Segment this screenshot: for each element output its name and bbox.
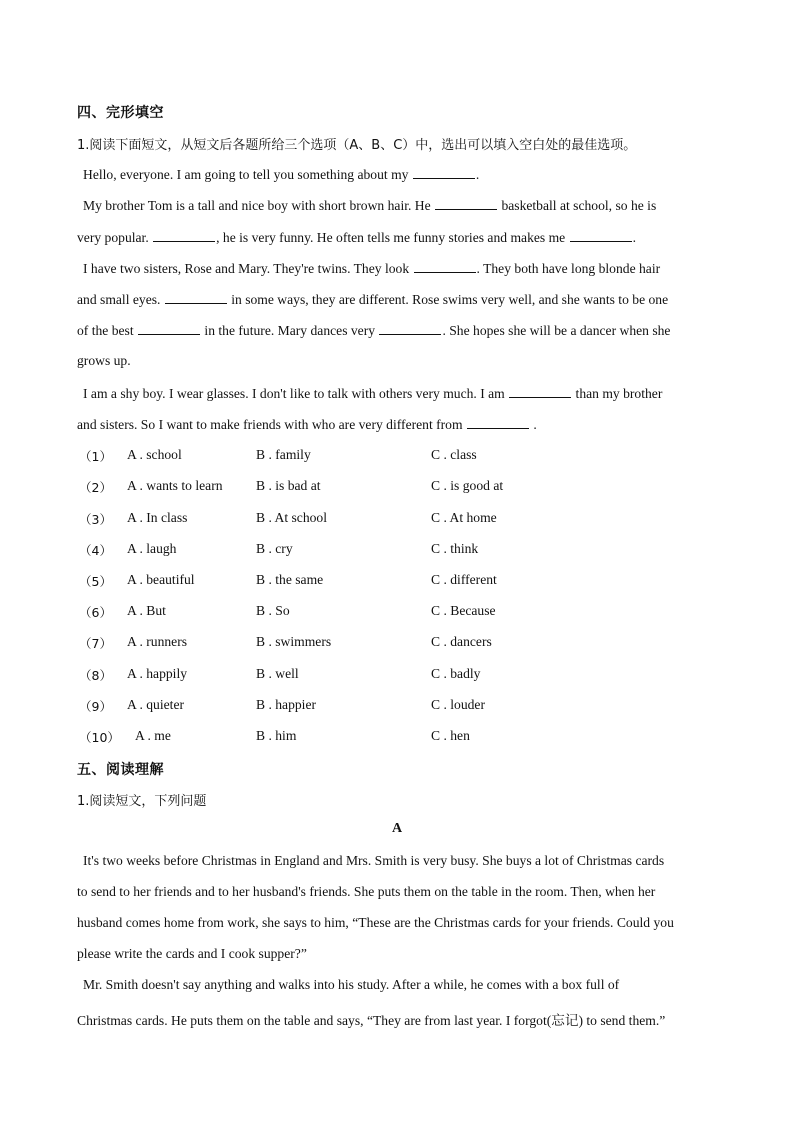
reading-paragraph-2-line-1: Mr. Smith doesn't say anything and walks into his study. After a while, he comes with a box full of (83, 977, 620, 992)
option-b: B . At school (256, 510, 327, 525)
blank-5 (414, 260, 476, 273)
text: . They both have long blonde hair (476, 261, 661, 276)
option-row (77, 447, 677, 465)
blank-8 (379, 322, 441, 335)
option-b: B . swimmers (256, 634, 332, 649)
cloze-paragraph-3-line-1 (77, 260, 743, 277)
blank-2 (435, 197, 497, 210)
option-a: A . But (127, 603, 166, 618)
reading-paragraph-1-line-3: husband comes home from work, she says to him, “These are the Christmas cards for your friends. Could you (77, 915, 674, 930)
question-number: （8） (79, 668, 112, 683)
option-a: A . laugh (127, 541, 177, 556)
option-c: C . dancers (431, 634, 492, 649)
text: in the future. Mary dances very (201, 323, 379, 338)
option-c: C . hen (431, 728, 470, 743)
reading-paragraph-1-line-4: please write the cards and I cook supper?” (77, 946, 307, 961)
text: and small eyes. (77, 292, 164, 307)
text: and sisters. So I want to make friends with who are very different from (77, 417, 466, 432)
option-b: B . So (256, 603, 290, 618)
blank-10 (467, 416, 529, 429)
question-number: （5） (79, 574, 112, 589)
option-b: B . family (256, 447, 311, 462)
text: . (632, 230, 636, 245)
text: than my brother (572, 386, 663, 401)
cloze-paragraph-3-line-2 (77, 291, 737, 308)
text: basketball at school, so he is (498, 198, 657, 213)
option-row (77, 666, 677, 684)
option-c: C . louder (431, 697, 485, 712)
blank-9 (509, 385, 571, 398)
blank-6 (165, 291, 227, 304)
blank-7 (138, 322, 200, 335)
option-c: C . class (431, 447, 477, 462)
option-c: C . Because (431, 603, 496, 618)
question-number: （6） (79, 605, 112, 620)
option-a: A . In class (127, 510, 188, 525)
option-row (77, 478, 677, 496)
text: , he is very funny. He often tells me funny stories and makes me (216, 230, 569, 245)
text: in some ways, they are different. Rose swims very well, and she wants to be one (227, 292, 669, 307)
option-b: B . cry (256, 541, 293, 556)
text: very popular. (77, 230, 153, 245)
reading-instruction: 1.阅读短文，下列问题 (77, 794, 207, 809)
option-b: B . well (256, 666, 299, 681)
cloze-paragraph-2-line-1 (77, 197, 743, 214)
option-a: A . me (135, 728, 171, 743)
question-number: （9） (79, 699, 112, 714)
option-a: A . happily (127, 666, 188, 681)
question-number: （10） (79, 730, 120, 745)
option-row (77, 634, 677, 652)
option-c: C . is good at (431, 478, 504, 493)
question-number: （3） (79, 512, 112, 527)
question-number: （2） (79, 480, 112, 495)
text: . She hopes she will be a dancer when she (442, 323, 671, 338)
option-a: A . school (127, 447, 182, 462)
option-c: C . badly (431, 666, 481, 681)
option-row (77, 697, 677, 715)
blank-3 (153, 229, 215, 242)
option-c: C . At home (431, 510, 497, 525)
text: My brother Tom is a tall and nice boy with short brown hair. He (83, 198, 435, 213)
text: of the best (77, 323, 138, 338)
section-heading-cloze: 四、完形填空 (77, 105, 164, 121)
cloze-paragraph-2-line-2 (77, 229, 737, 246)
cloze-paragraph-4-line-1 (77, 385, 743, 402)
option-a: A . wants to learn (127, 478, 223, 493)
passage-title: A (391, 821, 403, 836)
option-c: C . think (431, 541, 479, 556)
text: I am a shy boy. I wear glasses. I don't like to talk with others very much. I am (83, 386, 509, 401)
cloze-paragraph-4-line-2 (77, 416, 737, 433)
option-b: B . the same (256, 572, 324, 587)
option-row (77, 603, 677, 621)
cloze-paragraph-1 (77, 166, 743, 183)
question-number: （7） (79, 636, 112, 651)
option-row (77, 541, 677, 559)
option-row (77, 728, 677, 746)
text: . (529, 417, 537, 432)
cloze-instruction: 1.阅读下面短文，从短文后各题所给三个选项（A、B、C）中，选出可以填入空白处的最佳选项。 (77, 138, 637, 153)
text: . (475, 167, 480, 182)
reading-paragraph-2-line-2: Christmas cards. He puts them on the table and says, “They are from last year. I forgot(忘记) to send them.” (77, 1013, 666, 1028)
option-a: A . beautiful (127, 572, 195, 587)
option-b: B . happier (256, 697, 317, 712)
option-c: C . different (431, 572, 497, 587)
text: Hello, everyone. I am going to tell you something about my (83, 167, 412, 182)
blank-1 (413, 166, 475, 179)
text: I have two sisters, Rose and Mary. They're twins. They look (83, 261, 413, 276)
cloze-paragraph-3-line-3 (77, 322, 737, 339)
question-number: （4） (79, 543, 112, 558)
option-b: B . him (256, 728, 297, 743)
cloze-paragraph-3-line-4: grows up. (77, 353, 131, 368)
reading-paragraph-1-line-1: It's two weeks before Christmas in England and Mrs. Smith is very busy. She buys a lot of Christmas cards (83, 853, 665, 868)
section-heading-reading: 五、阅读理解 (77, 762, 164, 778)
option-row (77, 510, 677, 528)
option-a: A . runners (127, 634, 188, 649)
blank-4 (570, 229, 632, 242)
question-number: （1） (79, 449, 112, 464)
option-row (77, 572, 677, 590)
option-a: A . quieter (127, 697, 185, 712)
option-b: B . is bad at (256, 478, 321, 493)
reading-paragraph-1-line-2: to send to her friends and to her husband's friends. She puts them on the table in the room. Then, when her (77, 884, 656, 899)
